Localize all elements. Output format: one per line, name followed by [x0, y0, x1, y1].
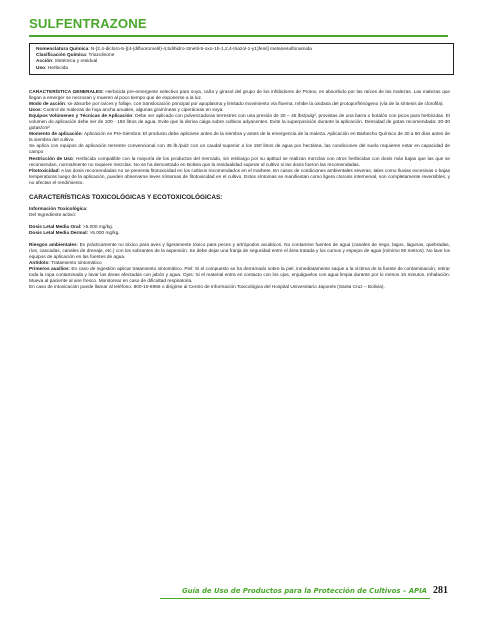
paragraph-text: : Aplicación en Pre-Siembra: El producto debe aplicarse antes de la siembra y antes de la emergencia de la maleza. Aplicación en Barbecho Químico de 30 a 60 días antes de la siembra del cultivo. [29, 132, 450, 144]
intoxication-contact: En caso de intoxicación puede llamar al teléfono: 800-10-6966 o dirigirse al Centro de Información Toxicológica del Hospital Universitario Japonés (Santa Cruz – Bolivia). [29, 285, 385, 291]
paragraph-label: Usos [29, 108, 41, 114]
title-underline [29, 35, 448, 37]
identification-box [29, 43, 454, 75]
id-value: : Triazolinone [85, 53, 115, 59]
paragraph-label: Riesgos ambientales [29, 242, 77, 248]
paragraph-text: >5.000 mg/kg. [81, 224, 114, 230]
id-label: Uso [36, 65, 46, 71]
paragraph-text: : Control de malezas de hoja ancha anuales, algunas gramíneas y ciperáceas en soya. [40, 108, 224, 114]
page-footer [160, 585, 448, 596]
paragraph-label: Fitotoxicidad [29, 168, 59, 174]
id-value: : Herbicida [45, 65, 68, 71]
paragraph-text: : Herbicida compatible con la mayoría de los productos del mercado, sin embargo por su aptitud se realizan mezclas con otros herbicidas con dosis más bajas que las que se recomiendan, normalmente no requiere mezclas. No se ha demostrado en Bolivia que la residualidad superar al cultivo si las dosis fueron las recomendadas. [29, 156, 450, 168]
paragraph-label: Primeros auxilios [29, 267, 69, 273]
paragraph-label: CARACTERÍSTICA GENERALES: [29, 90, 106, 95]
paragraph-text: : En caso de ingestión aplicar tratamiento sintomático. Piel: Si el compuesto se ha derramado sobre la piel, inmediatamente saque a la víctima de la fuente de contaminación, retirar toda la ropa contaminada y lavar las áreas afectadas con jabón y agua. Ojos: Si el material entra en contacto con los ojos, enjuáguelos con agua limpia durante por lo menos 15 minutos. Inhalación: Mueva al paciente al aire fresco. Monitorear en caso de dificultad respiratoria. [29, 267, 450, 285]
use-restriction [29, 157, 450, 169]
page-title: SULFENTRAZONE [29, 16, 147, 31]
general-characteristics [29, 90, 450, 102]
equipment-techniques [29, 114, 450, 132]
paragraph-text: : Debe ser aplicado con pulverizadoras terrestres con una presión de 30 – 45 lbs/pulg², provistas de una barra o botalón con picos para herbicidas. El volumen de aplicación debe ser de 100 - 150 litros de agua. Evite que la deriva caiga sobre cultivos adyacentes. Evite la superposición durante la aplicación. Densidad de gotas recomendada: 20-30 gotas/cm² [29, 114, 450, 132]
footer-title: Guía de Uso de Productos para la Protección de Cultivos – APIA [181, 586, 427, 595]
id-row-use [36, 66, 451, 72]
id-value: : Sistémica y residual [52, 59, 98, 65]
section-heading-toxicology: CARACTERÍSTICAS TOXICOLÓGICAS Y ECOTOXICOLÓGICAS: [29, 193, 223, 201]
environmental-risks [29, 243, 450, 261]
paragraph-label: Equipos Volúmenes y Técnicas de Aplicación [29, 114, 133, 120]
paragraph-text: Herbicida pre-emergente selectivo para soya, caña y girasol del grupo de los inhibidores de Protox, es absorbido por las raíces de las malezas. Las malezas que llegan a emerger se necrosan y mueren al poco tiempo que de exponerse a la luz. [29, 90, 450, 102]
footer-underline [160, 598, 430, 599]
page-number: 281 [433, 585, 448, 596]
paragraph-text: : A las dosis recomendadas no se presenta fitotoxicidad en los cultivos recomendados en el marbete. En casos de condiciones ambientales severas, tales como lluvias excesivas o bajas temperaturas luego de la aplicación, pueden observarse leves síntomas de fitotoxicidad en el cultivo. Estos síntomas se manifiestan como ligera clorosis internerval, son completamente reversibles, y no afectan el rendimiento. [29, 168, 450, 186]
paragraph-text: : Es prácticamente no tóxico para aves y ligeramente tóxico para peces y artrópodos acuáticos. No contamine fuentes de agua (canales de riego, lagos, lagunas, quebradas, ríos, cascadas, canales de drenaje, etc.) con los sobrantes de la aspersión. Se debe dejar una franja de seguridad entre el área tratada y los cursos y espejos de agua (mínimo 50 metros). No lave los equipos de aplicación en las fuentes de agua. [29, 242, 450, 261]
paragraph-label: Restricción de Uso [29, 156, 73, 162]
tox-info-subtext: Del Ingrediente activo: [29, 212, 77, 218]
paragraph-text: : se absorbe por raíces y follaje, con translocación principal por apoplasma y limitado movimiento vía floema. Inhibe la oxidasa del protoporfirinógeno (vía de la síntesis de clorofila). [64, 102, 444, 108]
paragraph-label: Modo de acción [29, 102, 65, 108]
paragraph-label: Dosis Letal Media Dermal: [29, 230, 89, 236]
paragraph-text: : [86, 206, 88, 212]
id-value: : N-[2,4-dicloro-5-[(4-(difluorometil)-4,5dihidro-3metil-5-oxo-1h-1,2,4-triazol-1-y1)fenil] metanesulfonamida [88, 47, 312, 52]
id-label: Nomenclatura Química [36, 47, 89, 52]
paragraph-text: : Tratamiento sintomático [48, 261, 102, 267]
paragraph-label: Dosis Letal Media Oral: [29, 224, 82, 230]
phytotoxicity [29, 169, 450, 187]
id-label: Clasificación Química [36, 53, 86, 59]
application-timing-extra: Se aplica con equipos de aplicación terrestre convencional con 45 lb./pul2 con un caudal superior a los 150 litros de agua por hectárea, las condiciones del suelo requieren estar en capacidad de campo [29, 144, 450, 156]
paragraph-label: Información Toxicológica [29, 206, 87, 212]
paragraph-label: Momento de aplicación [29, 132, 82, 138]
main-content [29, 90, 450, 291]
id-label: Acción [36, 59, 52, 65]
paragraph-text: >5.000 mg/kg. [88, 230, 120, 236]
first-aid [29, 267, 450, 285]
application-timing [29, 132, 450, 144]
paragraph-label: Antídoto [29, 261, 49, 267]
